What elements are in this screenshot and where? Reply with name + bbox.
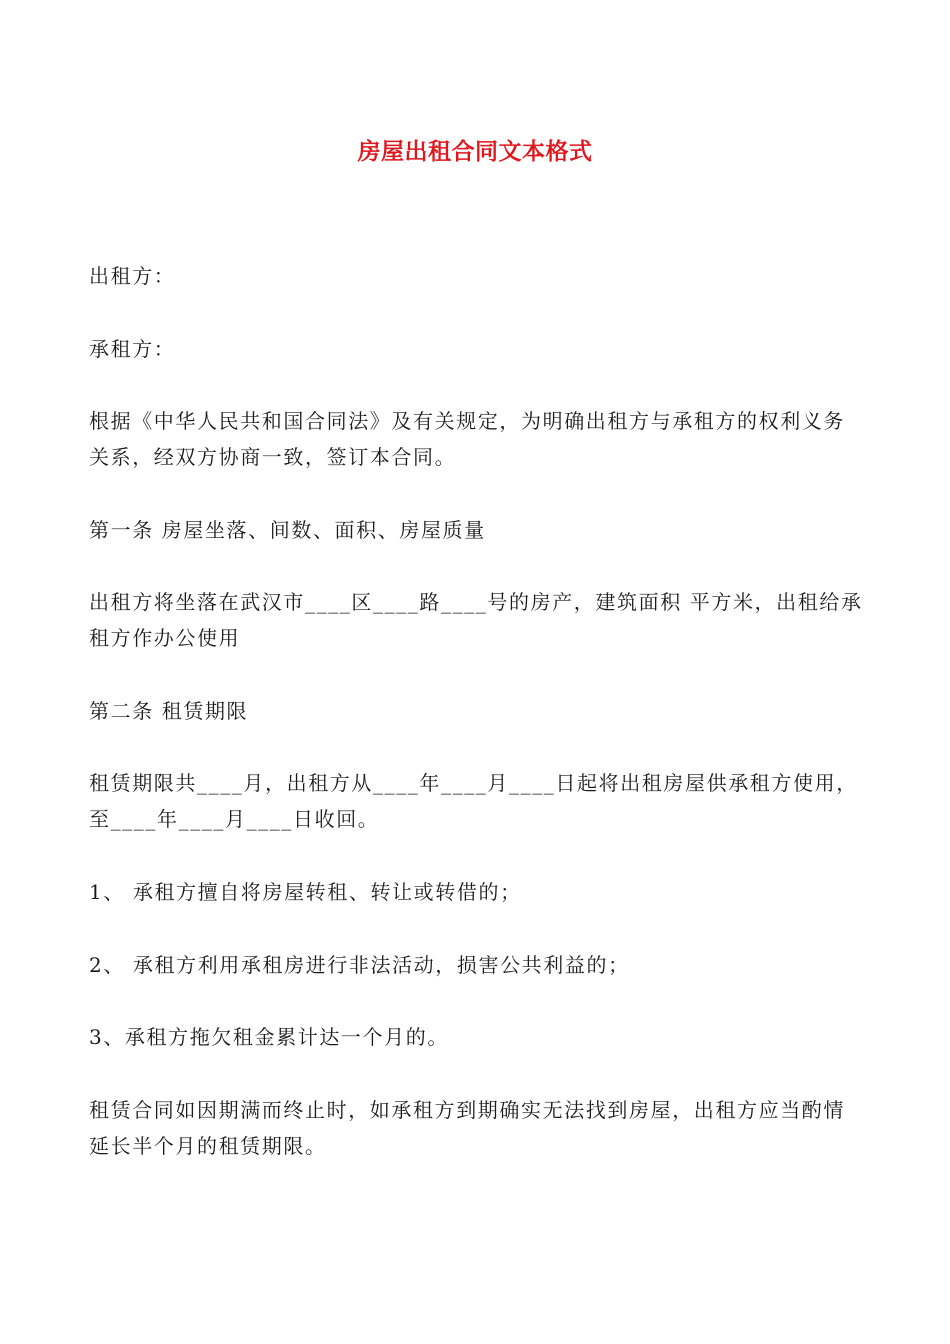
article2-body: 租赁期限共____月，出租方从____年____月____日起将出租房屋供承租方使用，至____年____月____日收回。 xyxy=(89,771,858,831)
lessee-line: 承租方： xyxy=(89,337,176,361)
list-item-1: 1、 承租方擅自将房屋转租、转让或转借的； xyxy=(89,880,522,904)
lessor-line: 出租方： xyxy=(89,264,176,288)
preamble-paragraph: 根据《中华人民共和国合同法》及有关规定，为明确出租方与承租方的权利义务关系，经双方协商一致，签订本合同。 xyxy=(89,409,845,469)
closing-paragraph: 租赁合同如因期满而终止时，如承租方到期确实无法找到房屋，出租方应当酌情延长半个月的租赁期限。 xyxy=(89,1098,845,1158)
list-item-3: 3、承租方拖欠租金累计达一个月的。 xyxy=(89,1025,449,1049)
document-title: 房屋出租合同文本格式 xyxy=(357,139,593,165)
article1-body: 出租方将坐落在武汉市____区____路____号的房产，建筑面积 平方米，出租给承租方作办公使用 xyxy=(89,590,863,650)
list-item-2: 2、 承租方利用承租房进行非法活动，损害公共利益的； xyxy=(89,953,630,977)
article1-heading: 第一条 房屋坐落、间数、面积、房屋质量 xyxy=(89,518,486,542)
article2-heading: 第二条 租赁期限 xyxy=(89,699,249,723)
